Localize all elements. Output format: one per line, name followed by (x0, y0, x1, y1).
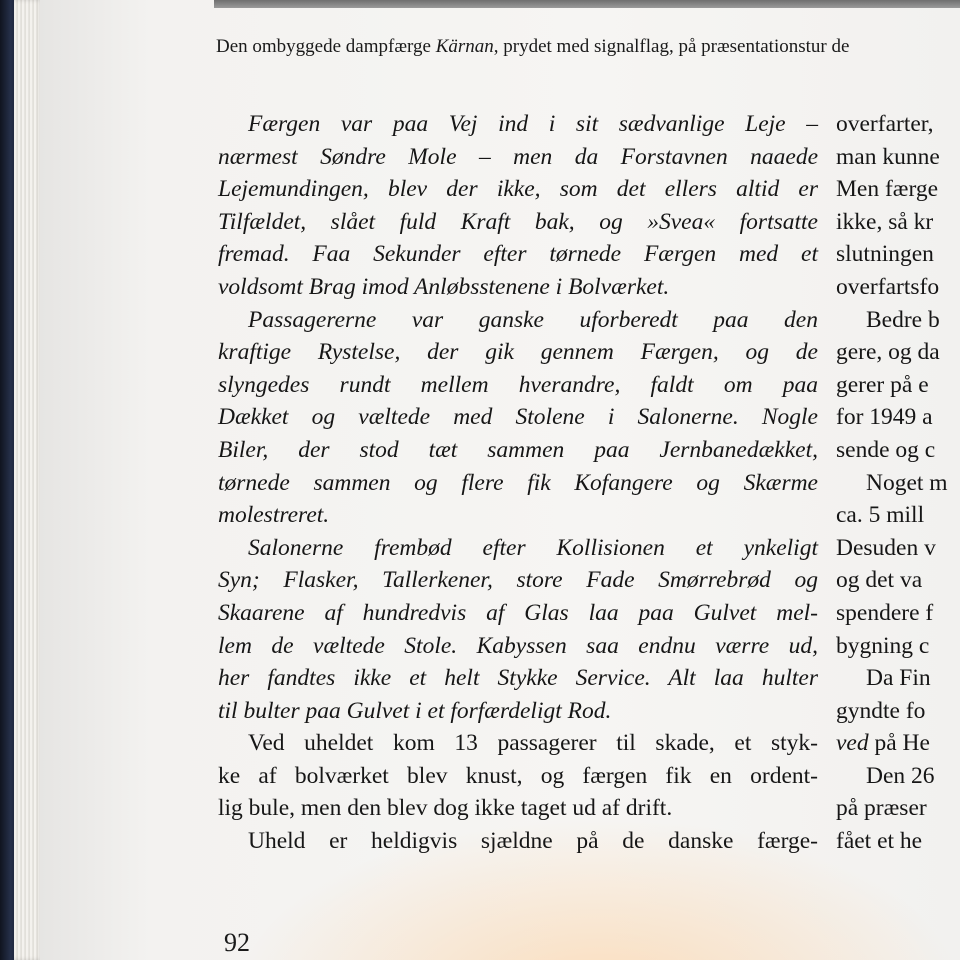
text-line (836, 401, 960, 434)
text-fragment: ca. 5 mill (836, 502, 925, 529)
text-line: Tilfældet, slået fuld Kraft bak, og »Svea« fortsatte (218, 208, 818, 235)
text-line (836, 173, 960, 206)
text-fragment: Desuden v (836, 534, 936, 561)
right-text-column (836, 108, 960, 858)
text-line (836, 662, 960, 695)
text-line (836, 238, 960, 271)
text-line (836, 727, 960, 760)
photo-caption (216, 36, 960, 58)
text-fragment: gerer på e (836, 371, 929, 398)
text-fragment: for 1949 a (836, 404, 933, 431)
text-line (836, 760, 960, 793)
text-line: slyngedes rundt mellem hverandre, faldt om paa (218, 371, 818, 398)
text-line: til bulter paa Gulvet i et forfærdeligt Rod. (218, 697, 612, 724)
text-line: Syn; Flasker, Tallerkener, store Fade Smørrebrød og (218, 567, 818, 594)
text-line: Lejemundingen, blev der ikke, som det ellers altid er (218, 176, 818, 203)
caption-before: Den ombyggede dampfærge (216, 36, 436, 57)
text-fragment: overfarter, (836, 111, 934, 137)
text-line (836, 597, 960, 630)
text-line: molestreret. (218, 502, 330, 529)
text-line (836, 630, 960, 663)
text-line (836, 271, 960, 304)
text-fragment: Bedre b (866, 306, 940, 333)
text-line: lig bule, men den blev dog ikke taget ud af drift. (218, 795, 673, 822)
text-fragment: overfartsfo (836, 273, 940, 300)
text-line (836, 564, 960, 597)
text-fragment: på He (868, 730, 930, 757)
text-line: her fandtes ikke et helt Stykke Service. Alt laa hulter (218, 665, 818, 692)
text-fragment: spendere f (836, 599, 934, 626)
text-fragment: Noget m (866, 469, 948, 496)
text-fragment: på præser (836, 795, 927, 822)
text-line: Færgen var paa Vej ind i sit sædvanlige Leje – (248, 111, 818, 137)
italic-word: ved (836, 730, 869, 757)
text-line: tørnede sammen og flere fik Kofangere og Skærme (218, 469, 818, 496)
text-line (836, 825, 960, 858)
text-line (836, 369, 960, 402)
left-text-column (218, 108, 818, 858)
text-line (836, 206, 960, 239)
text-line (836, 499, 960, 532)
text-line: nærmest Søndre Mole – men da Forstavnen naaede (218, 143, 818, 170)
text-line: lem de væltede Stole. Kabyssen saa endnu værre ud, (218, 632, 818, 659)
text-fragment: ikke, så kr (836, 208, 934, 235)
text-fragment: Men færge (836, 176, 939, 203)
text-line: Passagererne var ganske uforberedt paa den (248, 306, 818, 333)
text-line: voldsomt Brag imod Anløbsstenene i Bolværket. (218, 273, 670, 300)
text-fragment: gere, og da (836, 339, 940, 366)
text-line: kraftige Rystelse, der gik gennem Færgen, og de (218, 339, 818, 366)
text-line (836, 467, 960, 500)
text-line: Salonerne frembød efter Kollisionen et ynkeligt (248, 534, 818, 561)
text-line: fremad. Faa Sekunder efter tørnede Færgen med et (218, 241, 818, 268)
text-line: Ved uheldet kom 13 passagerer til skade, et styk- (248, 730, 818, 757)
caption-after: , prydet med signalflag, på præsentationstur de (493, 36, 850, 57)
text-line: Skaarene af hundredvis af Glas laa paa Gulvet mel- (218, 599, 818, 626)
text-fragment: slutningen (836, 241, 934, 268)
text-line (836, 434, 960, 467)
page-edges (14, 0, 42, 960)
page-number: 92 (224, 928, 250, 957)
text-line (836, 141, 960, 174)
text-fragment: bygning c (836, 632, 930, 659)
text-fragment: og det va (836, 567, 923, 594)
text-line (836, 336, 960, 369)
text-line: ke af bolværket blev knust, og færgen fik en ordent- (218, 762, 818, 789)
text-fragment: man kunne (836, 143, 940, 170)
text-line (836, 108, 960, 141)
text-fragment: gyndte fo (836, 697, 926, 724)
text-line (836, 304, 960, 337)
text-fragment: Den 26 (866, 762, 935, 789)
text-line: Biler, der stod tæt sammen paa Jernbanedækket, (218, 436, 818, 463)
text-fragment: Da Fin (866, 665, 931, 692)
book-page (40, 0, 960, 960)
text-line (836, 695, 960, 728)
text-line (836, 792, 960, 825)
text-line (836, 532, 960, 565)
text-fragment: fået et he (836, 828, 923, 855)
photo-bottom-edge (214, 0, 960, 8)
text-line: Uheld er heldigvis sjældne på de danske færge- (248, 828, 818, 855)
text-line: Dækket og væltede med Stolene i Salonerne. Nogle (218, 404, 818, 431)
caption-ship-name: Kärnan (435, 36, 494, 57)
text-fragment: sende og c (836, 436, 936, 463)
